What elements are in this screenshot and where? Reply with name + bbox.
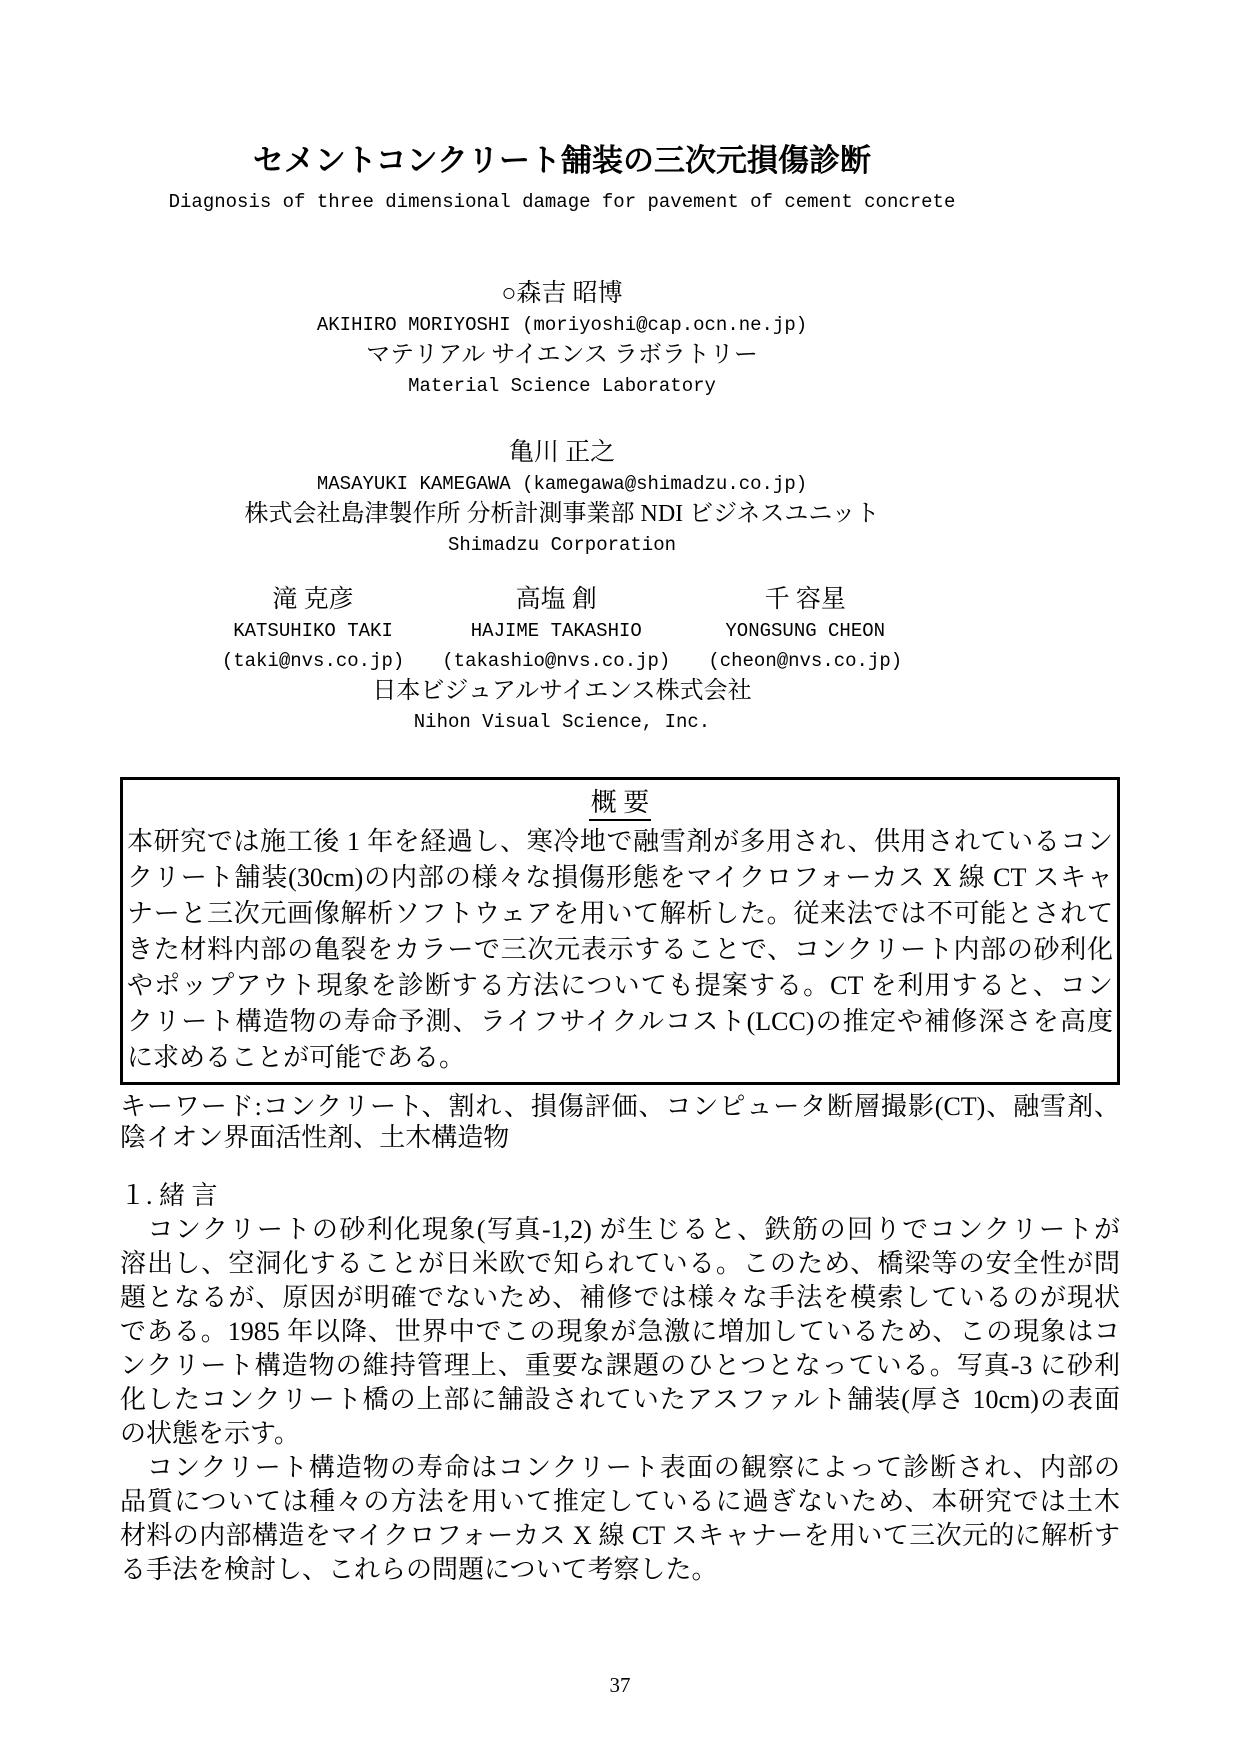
- section-1-heading: １. 緒 言: [120, 1181, 218, 1210]
- author-roman-email: MASAYUKI KAMEGAWA (kamegawa@shimadzu.co.jp): [316, 473, 808, 495]
- author-affiliation-jp: 株式会社島津製作所 分析計測事業部 NDI ビジネスユニット: [244, 501, 880, 527]
- text-line: ナーと三次元画像解析ソフトウェアを用いて解析した。従来法では不可能とされて: [127, 899, 1113, 928]
- author-affiliation-jp: マテリアル サイエンス ラボラトリー: [366, 342, 758, 368]
- text-line: やポップアウト現象を診断する方法についても提案する。CT を利用すると、コン: [127, 971, 1113, 1000]
- author-roman: YONGSUNG CHEON: [725, 620, 886, 642]
- text-line: コンクリート構造物の寿命はコンクリート表面の観察によって診断され、内部の: [120, 1453, 1120, 1482]
- author-roman: KATSUHIKO TAKI: [233, 620, 393, 642]
- abstract-body: [127, 824, 1113, 1076]
- text-line: 溶出し、空洞化することが日米欧で知られている。このため、橋梁等の安全性が問: [120, 1249, 1120, 1278]
- coauthor-column-taki: [222, 584, 404, 676]
- coauthor-column-cheon: [708, 584, 902, 676]
- author-email: (taki@nvs.co.jp): [221, 650, 405, 672]
- author-roman: HAJIME TAKASHIO: [470, 620, 642, 642]
- text-line: る手法を検討し、これらの問題について考察した。: [120, 1555, 718, 1584]
- coauthor-columns: [120, 584, 1004, 676]
- text-line: 題となるが、原因が明確でないため、補修では様々な手法を模索しているのが現状: [120, 1283, 1120, 1312]
- author-name: ○森吉 昭博: [501, 280, 623, 307]
- author-name: 亀川 正之: [508, 439, 616, 466]
- abstract-box: [120, 777, 1120, 1085]
- text-line: 陰イオン界面活性剤、土木構造物: [120, 1123, 510, 1152]
- author-email: (cheon@nvs.co.jp): [708, 650, 903, 672]
- text-line: の状態を示す。: [120, 1419, 300, 1448]
- author-roman-email: AKIHIRO MORIYOSHI (moriyoshi@cap.ocn.ne.jp): [316, 314, 808, 336]
- text-line: である。1985 年以降、世界中でこの現象が急激に増加しているため、この現象はコ: [120, 1317, 1120, 1346]
- text-line: クリート構造物の寿命予測、ライフサイクルコスト(LCC)の推定や補修深さを高度: [127, 1007, 1113, 1036]
- author-block-nvs: [120, 584, 1004, 737]
- author-affiliation-en: Shimadzu Corporation: [447, 534, 677, 556]
- abstract-heading: [127, 782, 1113, 824]
- author-name: 千 容星: [764, 586, 846, 613]
- author-affiliation-en: Nihon Visual Science, Inc.: [413, 711, 711, 733]
- text-line: 本研究では施工後 1 年を経過し、寒冷地で融雪剤が多用され、供用されているコン: [127, 827, 1113, 856]
- author-affiliation-en: Material Science Laboratory: [408, 375, 716, 397]
- coauthor-column-takashio: [442, 584, 670, 676]
- author-block-moriyoshi: [120, 278, 1004, 401]
- text-line: に求めることが可能である。: [127, 1043, 466, 1072]
- text-line: きた材料内部の亀裂をカラーで三次元表示することで、コンクリート内部の砂利化: [127, 935, 1113, 964]
- paper-title: セメントコンクリート舗装の三次元損傷診断: [252, 143, 872, 178]
- text-line: 材料の内部構造をマイクロフォーカス X 線 CT スキャナーを用いて三次元的に解析す: [120, 1521, 1120, 1550]
- section-1-paragraph-1: [120, 1213, 1120, 1451]
- author-name: 滝 克彦: [272, 586, 354, 613]
- text-line: コンクリートの砂利化現象(写真-1,2) が生じると、鉄筋の回りでコンクリートが: [120, 1215, 1120, 1244]
- text-line: ンクリート構造物の維持管理上、重要な課題のひとつとなっている。写真-3 に砂利: [120, 1351, 1120, 1380]
- keywords-body: [120, 1091, 1120, 1153]
- page-content: [120, 0, 1120, 1587]
- text-line: 品質については種々の方法を用いて推定しているに過ぎないため、本研究では土木: [120, 1487, 1120, 1516]
- header-area: [120, 138, 1004, 737]
- author-email: (takashio@nvs.co.jp): [442, 650, 671, 672]
- author-name: 高塩 創: [515, 586, 597, 613]
- text-line: クリート舗装(30cm)の内部の様々な損傷形態をマイクロフォーカス X 線 CT スキャ: [127, 863, 1113, 892]
- author-block-kamegawa: [120, 437, 1004, 560]
- text-line: 化したコンクリート橋の上部に舗設されていたアスファルト舗装(厚さ 10cm)の表面: [120, 1385, 1120, 1414]
- author-affiliation-jp: 日本ビジュアルサイエンス株式会社: [372, 678, 752, 704]
- page-number: 37: [609, 1673, 631, 1697]
- paper-subtitle: Diagnosis of three dimensional damage for pavement of cement concrete: [168, 191, 956, 213]
- abstract-heading-text: 概 要: [589, 788, 652, 821]
- text-line: キーワード:コンクリート、割れ、損傷評価、コンピュータ断層撮影(CT)、融雪剤、: [120, 1092, 1120, 1121]
- section-1-paragraph-2: [120, 1451, 1120, 1587]
